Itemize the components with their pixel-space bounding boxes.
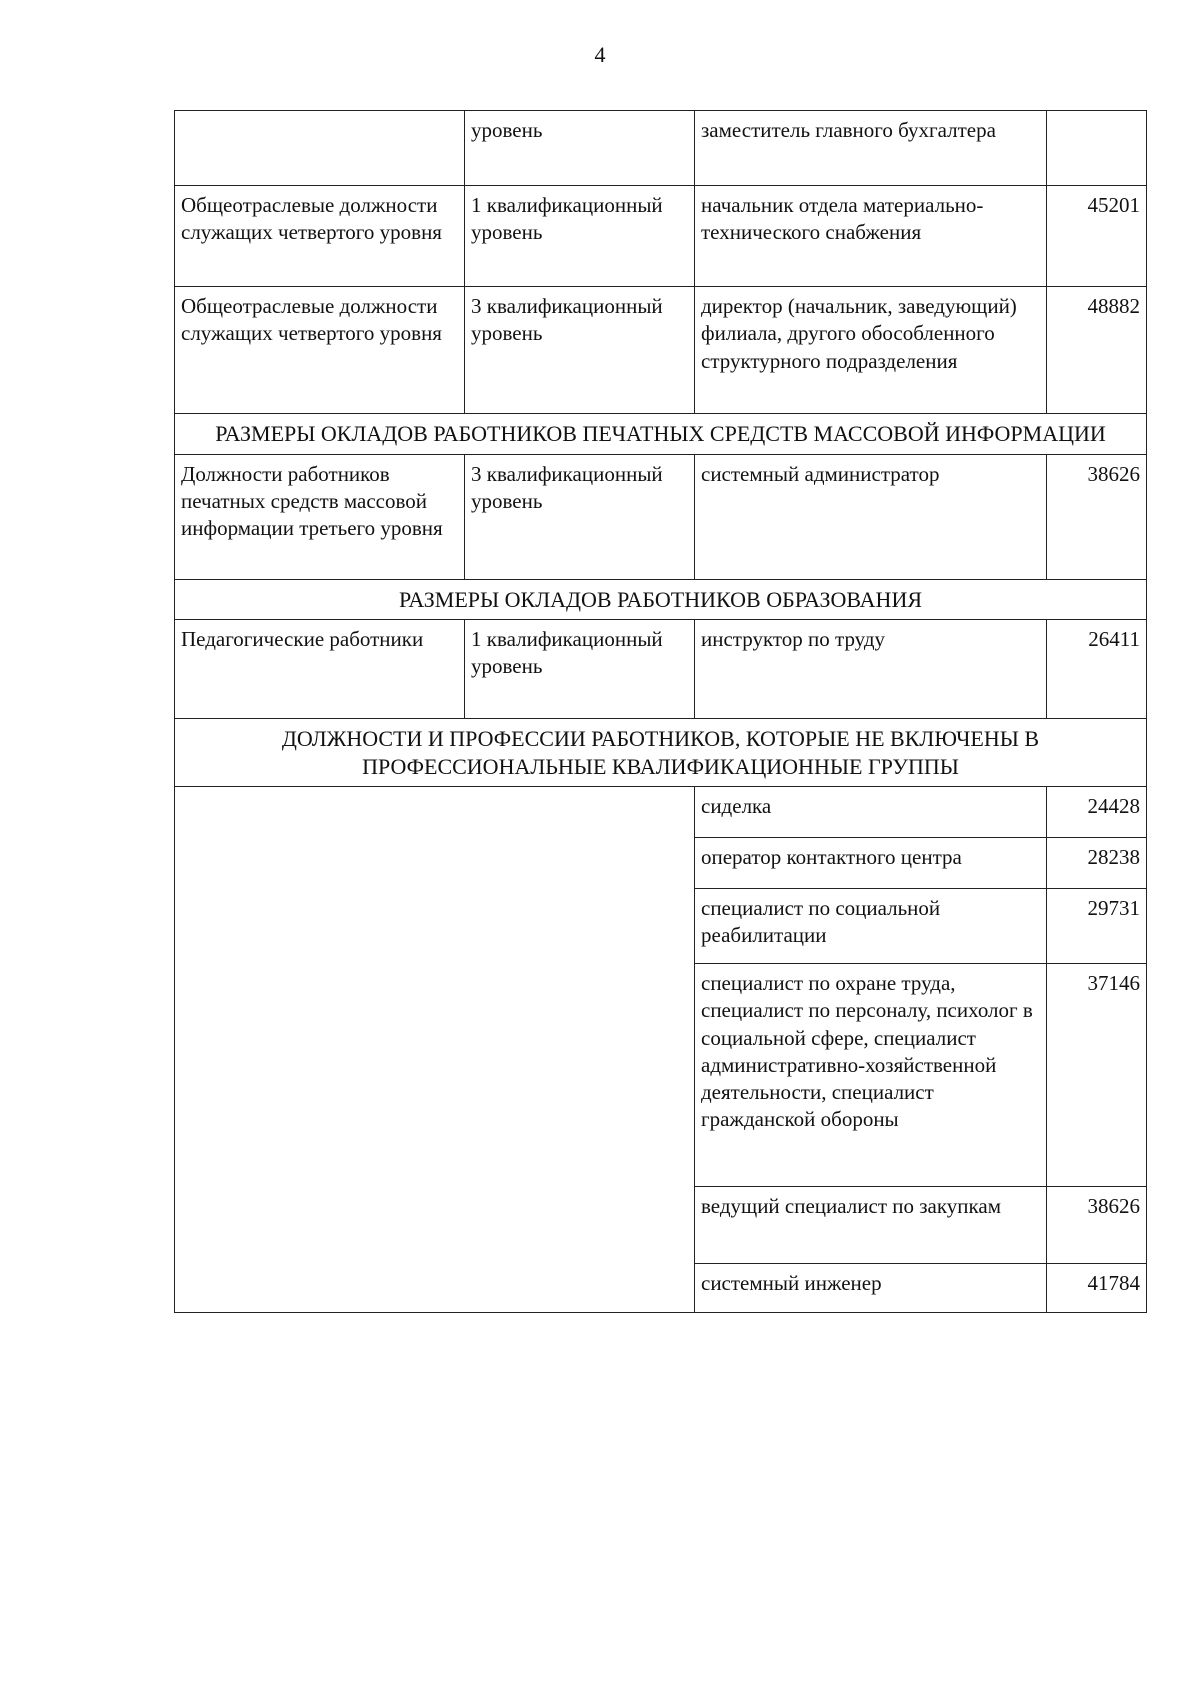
page-number: 4 (594, 42, 606, 67)
position-cell: оператор контактного центра (695, 838, 1047, 889)
salary-cell: 29731 (1047, 889, 1147, 964)
group-cell: Должности работников печатных средств массовой информации третьего уровня (175, 454, 465, 579)
position-cell: сиделка (695, 787, 1047, 838)
position-cell: заместитель главного бухгалтера (695, 111, 1047, 186)
position-cell: ведущий специалист по закупкам (695, 1187, 1047, 1264)
position-cell: начальник отдела материально-технического снабжения (695, 186, 1047, 287)
salary-cell: 48882 (1047, 287, 1147, 414)
position-cell: системный инженер (695, 1264, 1047, 1313)
salary-cell: 24428 (1047, 787, 1147, 838)
table-row (175, 454, 1147, 579)
salary-cell: 37146 (1047, 964, 1147, 1187)
level-cell: 3 квалификационный уровень (465, 454, 695, 579)
group-cell: Общеотраслевые должности служащих четвертого уровня (175, 287, 465, 414)
table-row (175, 111, 1147, 186)
salary-cell: 45201 (1047, 186, 1147, 287)
section-heading-other: ДОЛЖНОСТИ И ПРОФЕССИИ РАБОТНИКОВ, КОТОРЫЕ НЕ ВКЛЮЧЕНЫ В ПРОФЕССИОНАЛЬНЫЕ КВАЛИФИКАЦИОННЫЕ ГРУППЫ (175, 719, 1147, 787)
position-cell: специалист по охране труда, специалист по персоналу, психолог в социальной сфере, специалист административно-хозяйственной деятельности, специалист гражданской обороны (695, 964, 1047, 1187)
group-cell (175, 111, 465, 186)
section-row (175, 579, 1147, 620)
salary-cell: 41784 (1047, 1264, 1147, 1313)
group-cell: Педагогические работники (175, 620, 465, 719)
table-row (175, 620, 1147, 719)
blank-cell (175, 787, 695, 1313)
salary-cell (1047, 111, 1147, 186)
group-cell: Общеотраслевые должности служащих четвертого уровня (175, 186, 465, 287)
salary-table (174, 110, 1147, 1313)
section-heading-press: РАЗМЕРЫ ОКЛАДОВ РАБОТНИКОВ ПЕЧАТНЫХ СРЕДСТВ МАССОВОЙ ИНФОРМАЦИИ (175, 414, 1147, 455)
level-cell: 1 квалификационный уровень (465, 186, 695, 287)
level-cell: 3 квалификационный уровень (465, 287, 695, 414)
salary-cell: 38626 (1047, 1187, 1147, 1264)
section-row (175, 414, 1147, 455)
position-cell: директор (начальник, заведующий) филиала, другого обособленного структурного подразделения (695, 287, 1047, 414)
level-cell: 1 квалификационный уровень (465, 620, 695, 719)
position-cell: специалист по социальной реабилитации (695, 889, 1047, 964)
salary-cell: 26411 (1047, 620, 1147, 719)
section-heading-education: РАЗМЕРЫ ОКЛАДОВ РАБОТНИКОВ ОБРАЗОВАНИЯ (175, 579, 1147, 620)
position-cell: инструктор по труду (695, 620, 1047, 719)
salary-cell: 28238 (1047, 838, 1147, 889)
table-row (175, 186, 1147, 287)
level-cell: уровень (465, 111, 695, 186)
section-row (175, 719, 1147, 787)
position-cell: системный администратор (695, 454, 1047, 579)
table-row (175, 287, 1147, 414)
salary-cell: 38626 (1047, 454, 1147, 579)
table-row (175, 787, 1147, 838)
